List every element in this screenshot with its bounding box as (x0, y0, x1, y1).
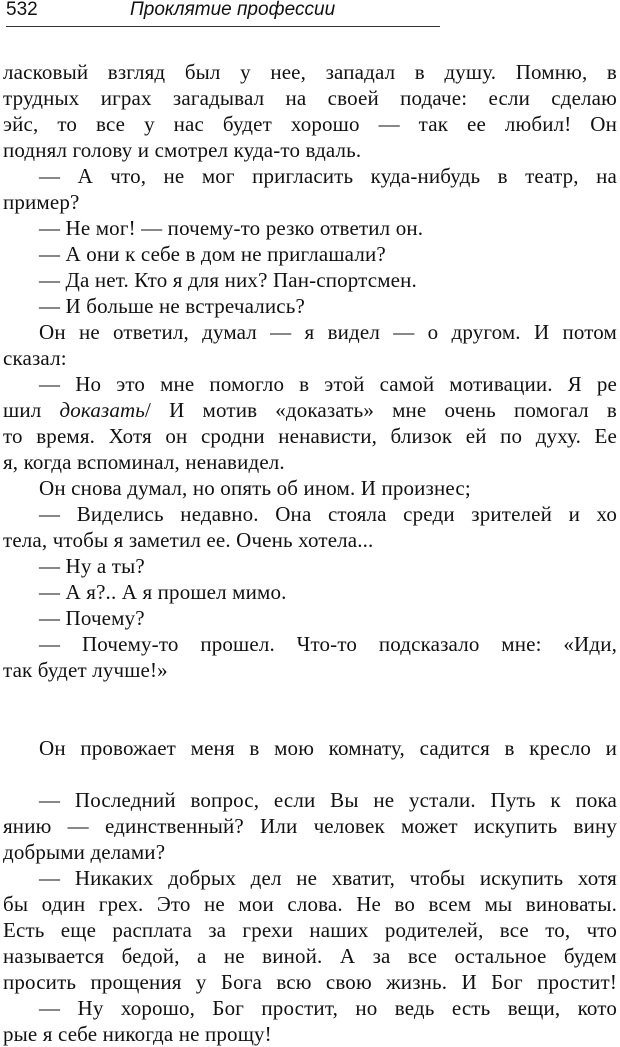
text-line: шил доказать/ И мотив «доказать» мне очень помогал в (3, 398, 617, 422)
text-line: Он провожает меня в мою комнату, садится в кресло и (39, 736, 617, 760)
text-line: тела, чтобы я заметил ее. Очень хотела... (3, 528, 374, 552)
text-line: — Никаких добрых дел не хватит, чтобы искупить хотя (39, 866, 617, 890)
text-line: я, когда вспоминал, ненавидел. (3, 450, 285, 474)
running-header (6, 0, 440, 27)
text-line: бы один грех. Это не мои слова. Не во всем мы виноваты. (3, 892, 617, 916)
text-line: называется бедой, а не виной. А за все остальное будем (3, 944, 617, 968)
paragraph-gap (3, 761, 617, 787)
text-line: просить прощения у Бога всю свою жизнь. И Бог простит! (3, 970, 617, 994)
text-line: — Не мог! — почему-то резко ответил он. (39, 216, 424, 240)
text-line: Он снова думал, но опять об ином. И произнес; (39, 476, 471, 500)
text-line: Есть еще расплата за грехи наших родителей, все то, что (3, 918, 617, 942)
text-line: эйс, то все у нас будет хорошо — так ее любил! Он (3, 112, 617, 136)
text-line: — Последний вопрос, если Вы не устали. Путь к пока (39, 788, 617, 812)
text-line: поднял голову и смотрел куда-то вдаль. (3, 138, 362, 162)
text-line: — А что, не мог пригласить куда-нибудь в театр, на (39, 164, 617, 188)
text-line: — Но это мне помогло в этой самой мотивации. Я ре (39, 372, 617, 396)
text-line: добрыми делами? (3, 840, 166, 864)
text-line: пример? (3, 190, 80, 214)
text-line: — А они к себе в дом не приглашали? (39, 242, 386, 266)
body-text (3, 59, 617, 1047)
text-line: — Ну а ты? (39, 554, 145, 578)
text-line: так будет лучше!» (3, 658, 168, 682)
text-line: — Почему? (39, 606, 145, 630)
text-line: ласковый взгляд был у нее, западал в душу. Помню, в (3, 60, 617, 84)
text-line: сказал: (3, 346, 67, 370)
text-line: трудных играх загадывал на своей подаче: если сделаю (3, 86, 617, 110)
text-line: — А я?.. А я прошел мимо. (39, 580, 287, 604)
text-line: рые я себе никогда не прощу! (3, 1022, 272, 1046)
running-title: Проклятие профессии (130, 0, 336, 20)
text-line: — Виделись недавно. Она стояла среди зрителей и хо (39, 502, 617, 526)
emphasized-word: доказать (59, 398, 146, 422)
paragraph-gap (3, 683, 617, 735)
text-line: янию — единственный? Или человек может искупить вину (3, 814, 617, 838)
text-line: Он не ответил, думал — я видел — о другом. И потом (39, 320, 617, 344)
text-line: то время. Хотя он сродни ненависти, близок ей по духу. Ее (3, 424, 617, 448)
text-line: — И больше не встречались? (39, 294, 305, 318)
text-line: — Ну хорошо, Бог простит, но ведь есть вещи, кото (39, 996, 617, 1020)
text-line: — Да нет. Кто я для них? Пан-спортсмен. (39, 268, 417, 292)
text-line: — Почему-то прошел. Что-то подсказало мне: «Иди, (39, 632, 617, 656)
page-number: 532 (6, 0, 38, 20)
